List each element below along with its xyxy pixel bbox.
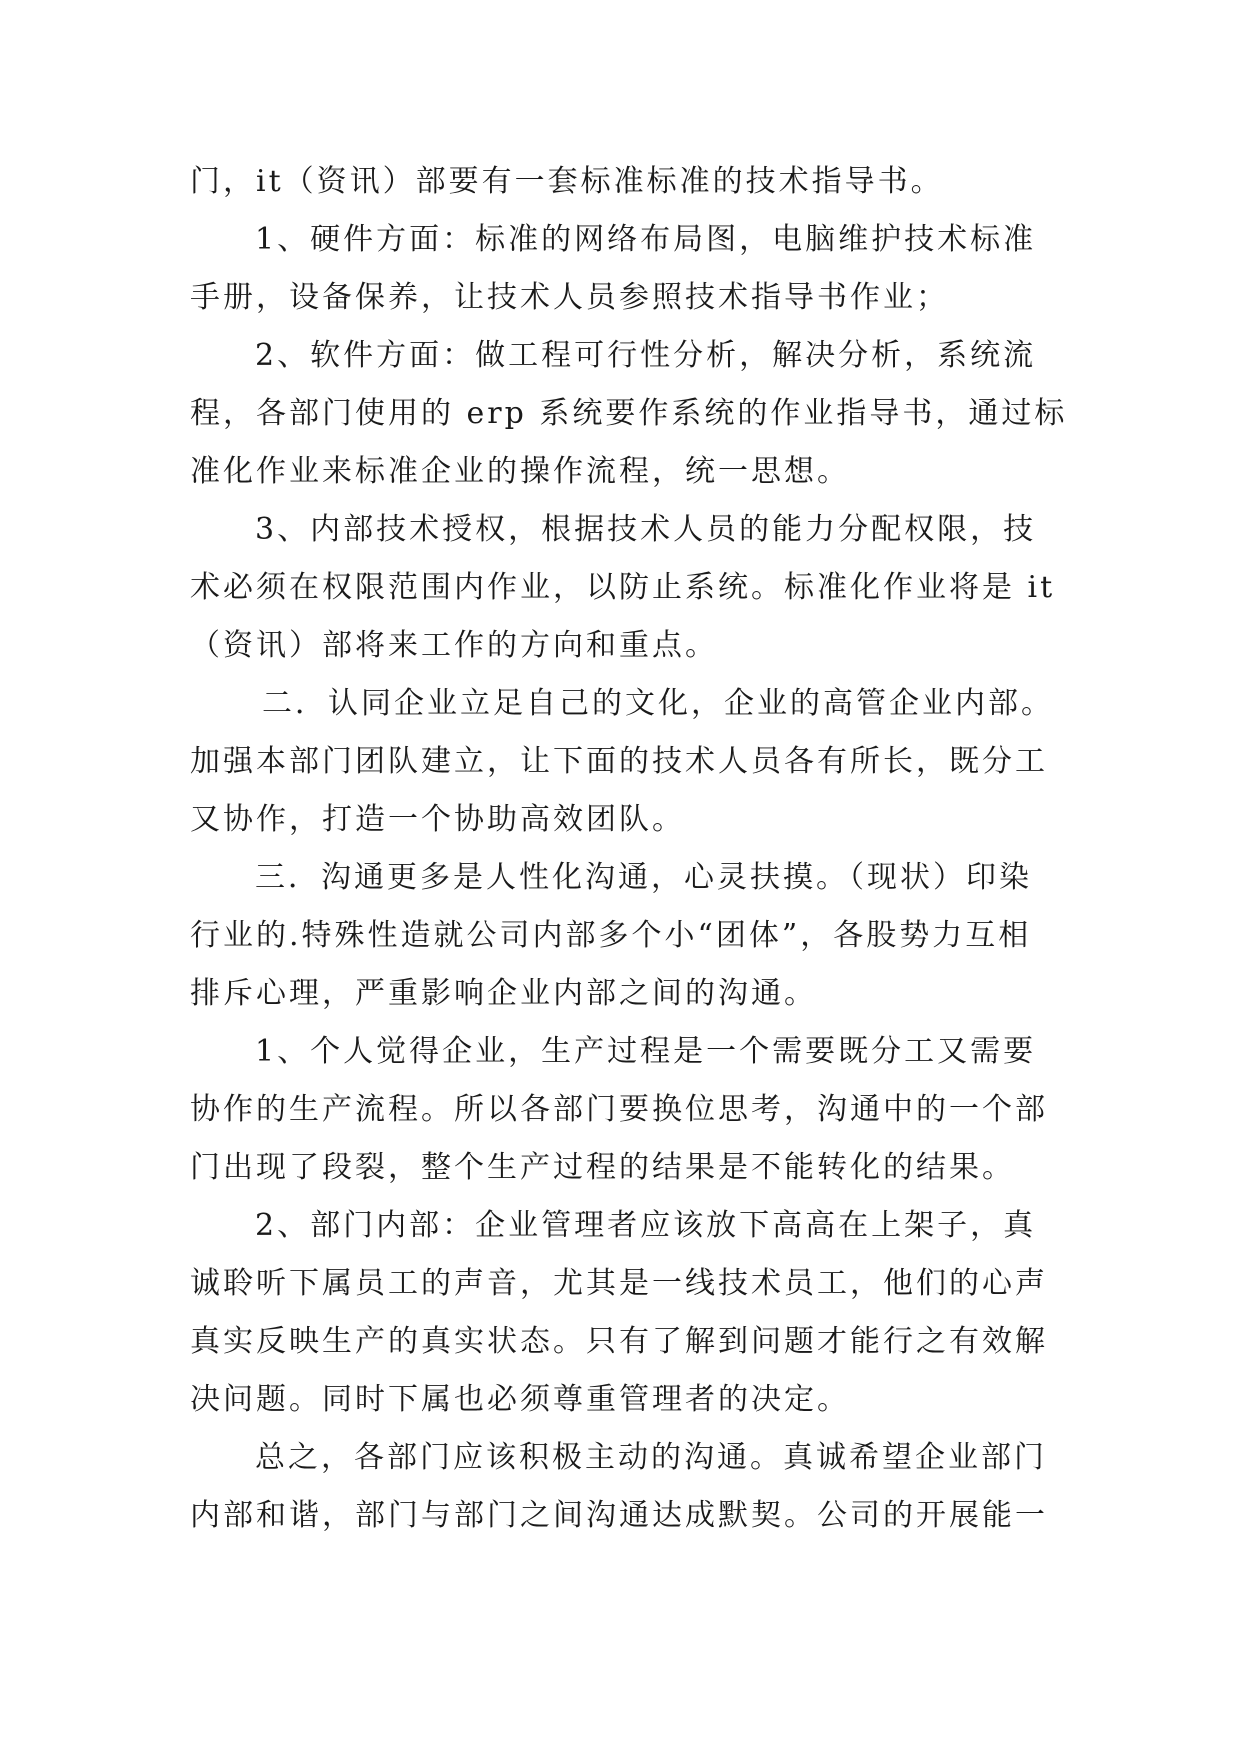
text-line: 三．沟通更多是人性化沟通，心灵扶摸。（现状）印染 <box>255 860 1032 895</box>
text-line: 1、硬件方面：标准的网络布局图，电脑维护技术标准 <box>255 222 1037 257</box>
text-line: 真实反映生产的真实状态。只有了解到问题才能行之有效解 <box>190 1324 1048 1359</box>
text-line: （资讯）部将来工作的方向和重点。 <box>190 628 718 663</box>
text-line: 二．认同企业立足自己的文化，企业的高管企业内部。 <box>262 686 1054 721</box>
text-line: 决问题。同时下属也必须尊重管理者的决定。 <box>190 1382 850 1417</box>
text-line: 准化作业来标准企业的操作流程，统一思想。 <box>190 454 850 489</box>
text-line: 内部和谐，部门与部门之间沟通达成默契。公司的开展能一 <box>190 1498 1048 1533</box>
text-line: 术必须在权限范围内作业，以防止系统。标准化作业将是 it <box>190 570 1056 605</box>
text-line: 门出现了段裂，整个生产过程的结果是不能转化的结果。 <box>190 1150 1015 1185</box>
text-line: 2、部门内部：企业管理者应该放下高高在上架子，真 <box>255 1208 1037 1243</box>
text-line: 手册，设备保养，让技术人员参照技术指导书作业； <box>190 280 949 315</box>
text-line: 行业的.特殊性造就公司内部多个小“团体”，各股势力互相 <box>190 918 1032 953</box>
text-line: 1、个人觉得企业，生产过程是一个需要既分工又需要 <box>255 1034 1037 1069</box>
text-line: 协作的生产流程。所以各部门要换位思考，沟通中的一个部 <box>190 1092 1048 1127</box>
text-line: 2、软件方面：做工程可行性分析，解决分析，系统流 <box>255 338 1037 373</box>
text-line: 3、内部技术授权，根据技术人员的能力分配权限，技 <box>255 512 1037 547</box>
text-line: 门，it（资讯）部要有一套标准标准的技术指导书。 <box>190 164 944 199</box>
text-line: 排斥心理，严重影响企业内部之间的沟通。 <box>190 976 817 1011</box>
text-line: 诚聆听下属员工的声音，尤其是一线技术员工，他们的心声 <box>190 1266 1048 1301</box>
text-line: 加强本部门团队建立，让下面的技术人员各有所长，既分工 <box>190 744 1048 779</box>
text-line: 又协作，打造一个协助高效团队。 <box>190 802 685 837</box>
text-line: 总之，各部门应该积极主动的沟通。真诚希望企业部门 <box>255 1440 1047 1475</box>
text-line: 程，各部门使用的 erp 系统要作系统的作业指导书，通过标 <box>190 396 1068 431</box>
